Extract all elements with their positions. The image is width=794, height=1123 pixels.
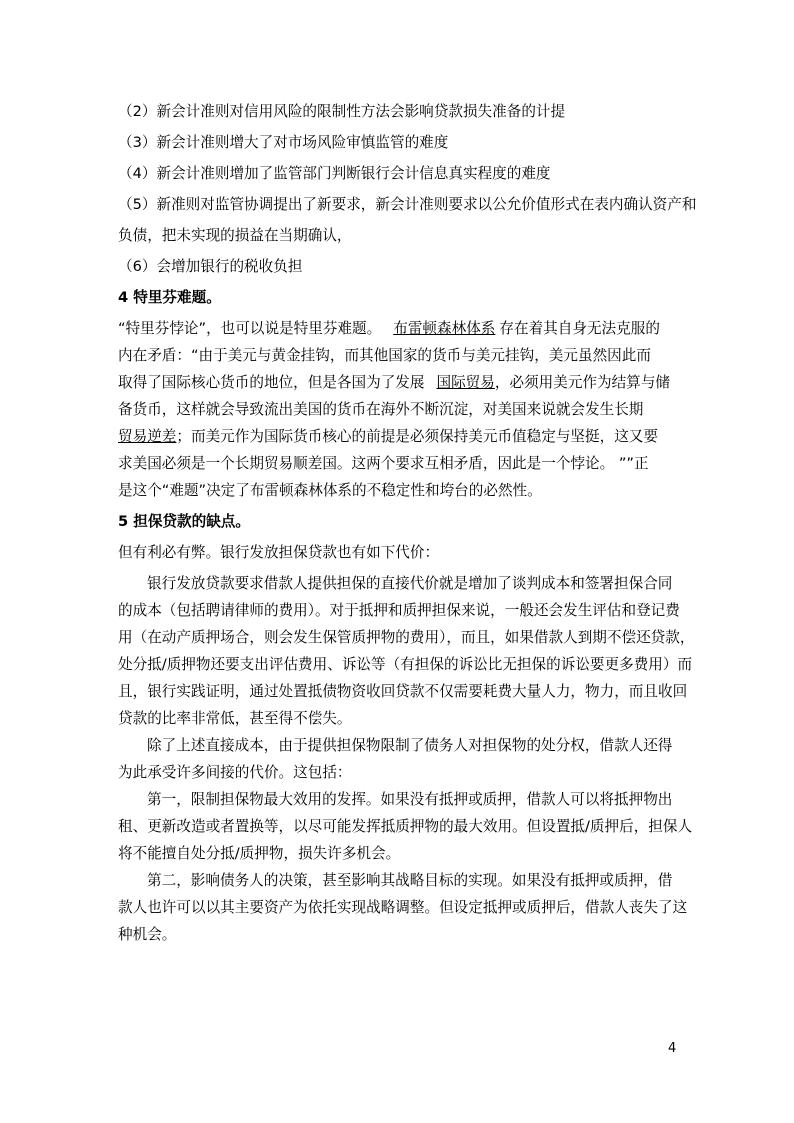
text-run: 存在着其自身无法克服的 bbox=[499, 319, 660, 337]
link-international-trade[interactable]: 国际贸易 bbox=[436, 373, 495, 391]
paragraph-line: 内在矛盾：“由于美元与黄金挂钩，而其他国家的货币与美元挂钩，美元虽然因此而 bbox=[118, 346, 651, 364]
page-number: 4 bbox=[668, 1041, 677, 1056]
paragraph-line: 将不能擅自处分抵/质押物，损失许多机会。 bbox=[118, 844, 401, 862]
paragraph-line: 且，银行实践证明，通过处置抵债物资收回贷款不仅需要耗费大量人力，物力，而且收回 bbox=[118, 682, 688, 700]
list-item: （2）新会计准则对信用风险的限制性方法会影响贷款损失准备的计提 bbox=[118, 103, 566, 120]
text-run: 取得了国际核心货币的地位，但是各国为了发展 bbox=[118, 373, 425, 391]
paragraph-line: 备货币，这样就会导致流出美国的货币在海外不断沉淀，对美国来说就会发生长期 bbox=[118, 400, 644, 418]
paragraph-line: 除了上述直接成本，由于提供担保物限制了债务人对担保物的处分权，借款人还得 bbox=[147, 736, 673, 754]
section-heading: 4 特里芬难题。 bbox=[118, 288, 221, 306]
list-item: （3）新会计准则增大了对市场风险审慎监管的难度 bbox=[118, 133, 449, 151]
paragraph-line: 款人也许可以以其主要资产为依托实现战略调整。但设定抵押或质押后，借款人丧失了这 bbox=[118, 898, 688, 916]
paragraph-line: 处分抵/质押物还要支出评估费用、诉讼等（有担保的诉讼比无担保的诉讼要更多费用）而 bbox=[118, 655, 693, 673]
paragraph-line: 为此承受许多间接的代价。这包括： bbox=[118, 763, 352, 781]
list-item: （5）新准则对监管协调提出了新要求，新会计准则要求以公允价值形式在表内确认资产和 bbox=[118, 195, 697, 213]
paragraph-line: 的成本（包括聘请律师的费用）。对于抵押和质押担保来说，一般还会发生评估和登记费 bbox=[118, 601, 680, 619]
document-body bbox=[118, 100, 697, 946]
link-trade-deficit[interactable]: 贸易逆差 bbox=[118, 427, 177, 445]
section-heading: 5 担保贷款的缺点。 bbox=[118, 512, 250, 530]
paragraph-line: 是这个“难题”决定了布雷顿森林体系的不稳定性和垮台的必然性。 bbox=[118, 481, 542, 499]
paragraph-line: 贷款的比率非常低，甚至得不偿失。 bbox=[118, 709, 352, 727]
paragraph-line bbox=[118, 317, 678, 341]
list-item: 负债，把未实现的损益在当期确认， bbox=[118, 226, 352, 244]
paragraph-line: 求美国必须是一个长期贸易顺差国。这两个要求互相矛盾，因此是一个悖论。 ””正 bbox=[118, 454, 649, 472]
paragraph-line bbox=[118, 425, 678, 449]
paragraph-line: 银行发放贷款要求借款人提供担保的直接代价就是增加了谈判成本和签署担保合同 bbox=[147, 574, 673, 592]
paragraph-line: 种机会。 bbox=[118, 925, 177, 943]
paragraph-line: 但有利必有弊。银行发放担保贷款也有如下代价： bbox=[118, 543, 440, 561]
list-item: （6）会增加银行的税收负担 bbox=[118, 257, 303, 275]
text-run: ，必须用美元作为结算与储 bbox=[494, 373, 671, 391]
text-run: “特里芬悖论”，也可以说是特里芬难题。 bbox=[118, 319, 382, 337]
paragraph-line: 第二，影响债务人的决策，甚至影响其战略目标的实现。如果没有抵押或质押，借 bbox=[147, 871, 673, 889]
link-bretton-woods[interactable]: 布雷顿森林体系 bbox=[393, 319, 496, 337]
paragraph-line: 用（在动产质押场合，则会发生保管质押物的费用），而且，如果借款人到期不偿还贷款， bbox=[118, 628, 695, 646]
list-item: （4）新会计准则增加了监管部门判断银行会计信息真实程度的难度 bbox=[118, 164, 551, 182]
paragraph-line: 租、更新改造或者置换等，以尽可能发挥抵质押物的最大效用。但设置抵/质押后，担保人 bbox=[118, 817, 693, 835]
text-run: ；而美元作为国际货币核心的前提是必须保持美元币值稳定与坚挺，这又要 bbox=[176, 427, 658, 445]
paragraph-line: 第一，限制担保物最大效用的发挥。如果没有抵押或质押，借款人可以将抵押物出 bbox=[147, 790, 673, 808]
paragraph-line bbox=[118, 371, 678, 395]
